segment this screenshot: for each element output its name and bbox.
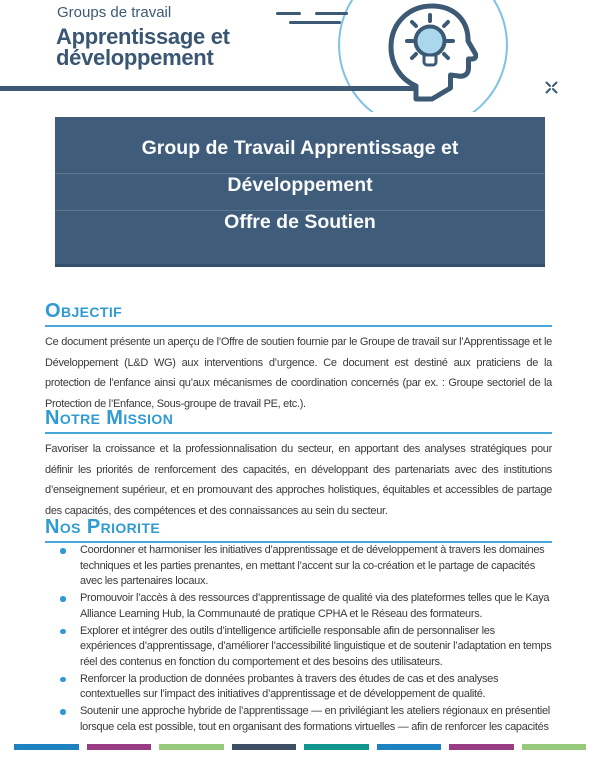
footer-segment	[377, 744, 442, 750]
footer-segment	[159, 744, 224, 750]
list-item: Renforcer la production de données probantes à travers des études de cas et des analyses contextuelles sur l’impact des initiatives d’apprentissage et de développement de qualité.	[45, 672, 552, 703]
section-heading-mission: Notre Mission	[45, 407, 552, 434]
footer-segment	[232, 744, 297, 750]
footer-color-bar	[14, 744, 586, 750]
header-eyebrow: Groups de travail	[57, 4, 172, 21]
footer-segment	[449, 744, 514, 750]
mission-paragraph: Favoriser la croissance et la professionnalisation du secteur, en apportant des analyses stratégiques pour définir les priorités de renforcement des capacités, en développant des partenariats avec des institutions d’enseignement supérieur, et en promouvant des approches holistiques, équitables et accessibles de partage des capacités, des compétences et des connaissances au sein du secteur.	[45, 443, 552, 517]
list-item: Explorer et intégrer des outils d’intelligence artificielle responsable afin de personnaliser les expériences d’apprentissage, d’améliorer l’accessibilité linguistique et de soutenir l’adaptation en temps réel des contenus en fonction du comportement et des besoins des utilisateurs.	[45, 624, 552, 671]
footer-segment	[522, 744, 587, 750]
header-wordmark	[56, 24, 230, 70]
objectif-paragraph: Ce document présente un aperçu de l’Offre de soutien fournie par le Groupe de travail sur l’Apprentissage et le Développement (L&D WG) aux interventions d’urgence. Ce document est destiné aux praticiens de la protection de l’enfance ainsi qu’aux mécanismes de coordination concernés (par ex. : Groupe sectoriel de la Protection de l’Enfance, Sous-groupe de travail PE, etc.).	[45, 336, 552, 410]
decoration-dash	[276, 12, 301, 15]
title-line-2: Développement	[227, 174, 373, 196]
title-line-3: Offre de Soutien	[224, 211, 376, 233]
head-lightbulb-icon	[386, 1, 478, 103]
page-header	[0, 0, 600, 112]
list-item: Promouvoir l’accès à des ressources d’apprentissage de qualité via des plateformes telles que le Kaya Alliance Learning Hub, la Communauté de pratique CPHA et le Réseau des formateurs.	[45, 591, 552, 622]
title-banner	[55, 117, 545, 267]
wordmark-line-2: développement	[56, 44, 214, 70]
collapse-arrows-icon[interactable]	[545, 81, 558, 94]
footer-segment	[14, 744, 79, 750]
section-heading-objectif: Objectif	[45, 300, 552, 327]
list-item: Soutenir une approche hybride de l’apprentissage — en privilégiant les ateliers régionaux en présentiel lorsque cela est possible, tout en organisant des formations virtuelles — afin de renforcer les capacités	[45, 704, 552, 735]
footer-segment	[304, 744, 369, 750]
section-heading-priorites: Nos Priorite	[45, 516, 552, 543]
title-line-1: Group de Travail Apprentissage et	[141, 137, 459, 159]
header-rule-line	[0, 86, 415, 91]
footer-segment	[87, 744, 152, 750]
document-title	[55, 117, 545, 241]
priorites-bullet-list	[45, 543, 552, 736]
decoration-dash	[315, 12, 348, 15]
list-item: Coordonner et harmoniser les initiatives d’apprentissage et de développement à travers les domaines techniques et les parties prenantes, en mettant l’accent sur la co-création et le partage de capacités avec les partenaires locaux.	[45, 543, 552, 590]
wordmark-line-1: Apprentissage et	[56, 24, 230, 49]
decoration-dash	[289, 21, 341, 24]
